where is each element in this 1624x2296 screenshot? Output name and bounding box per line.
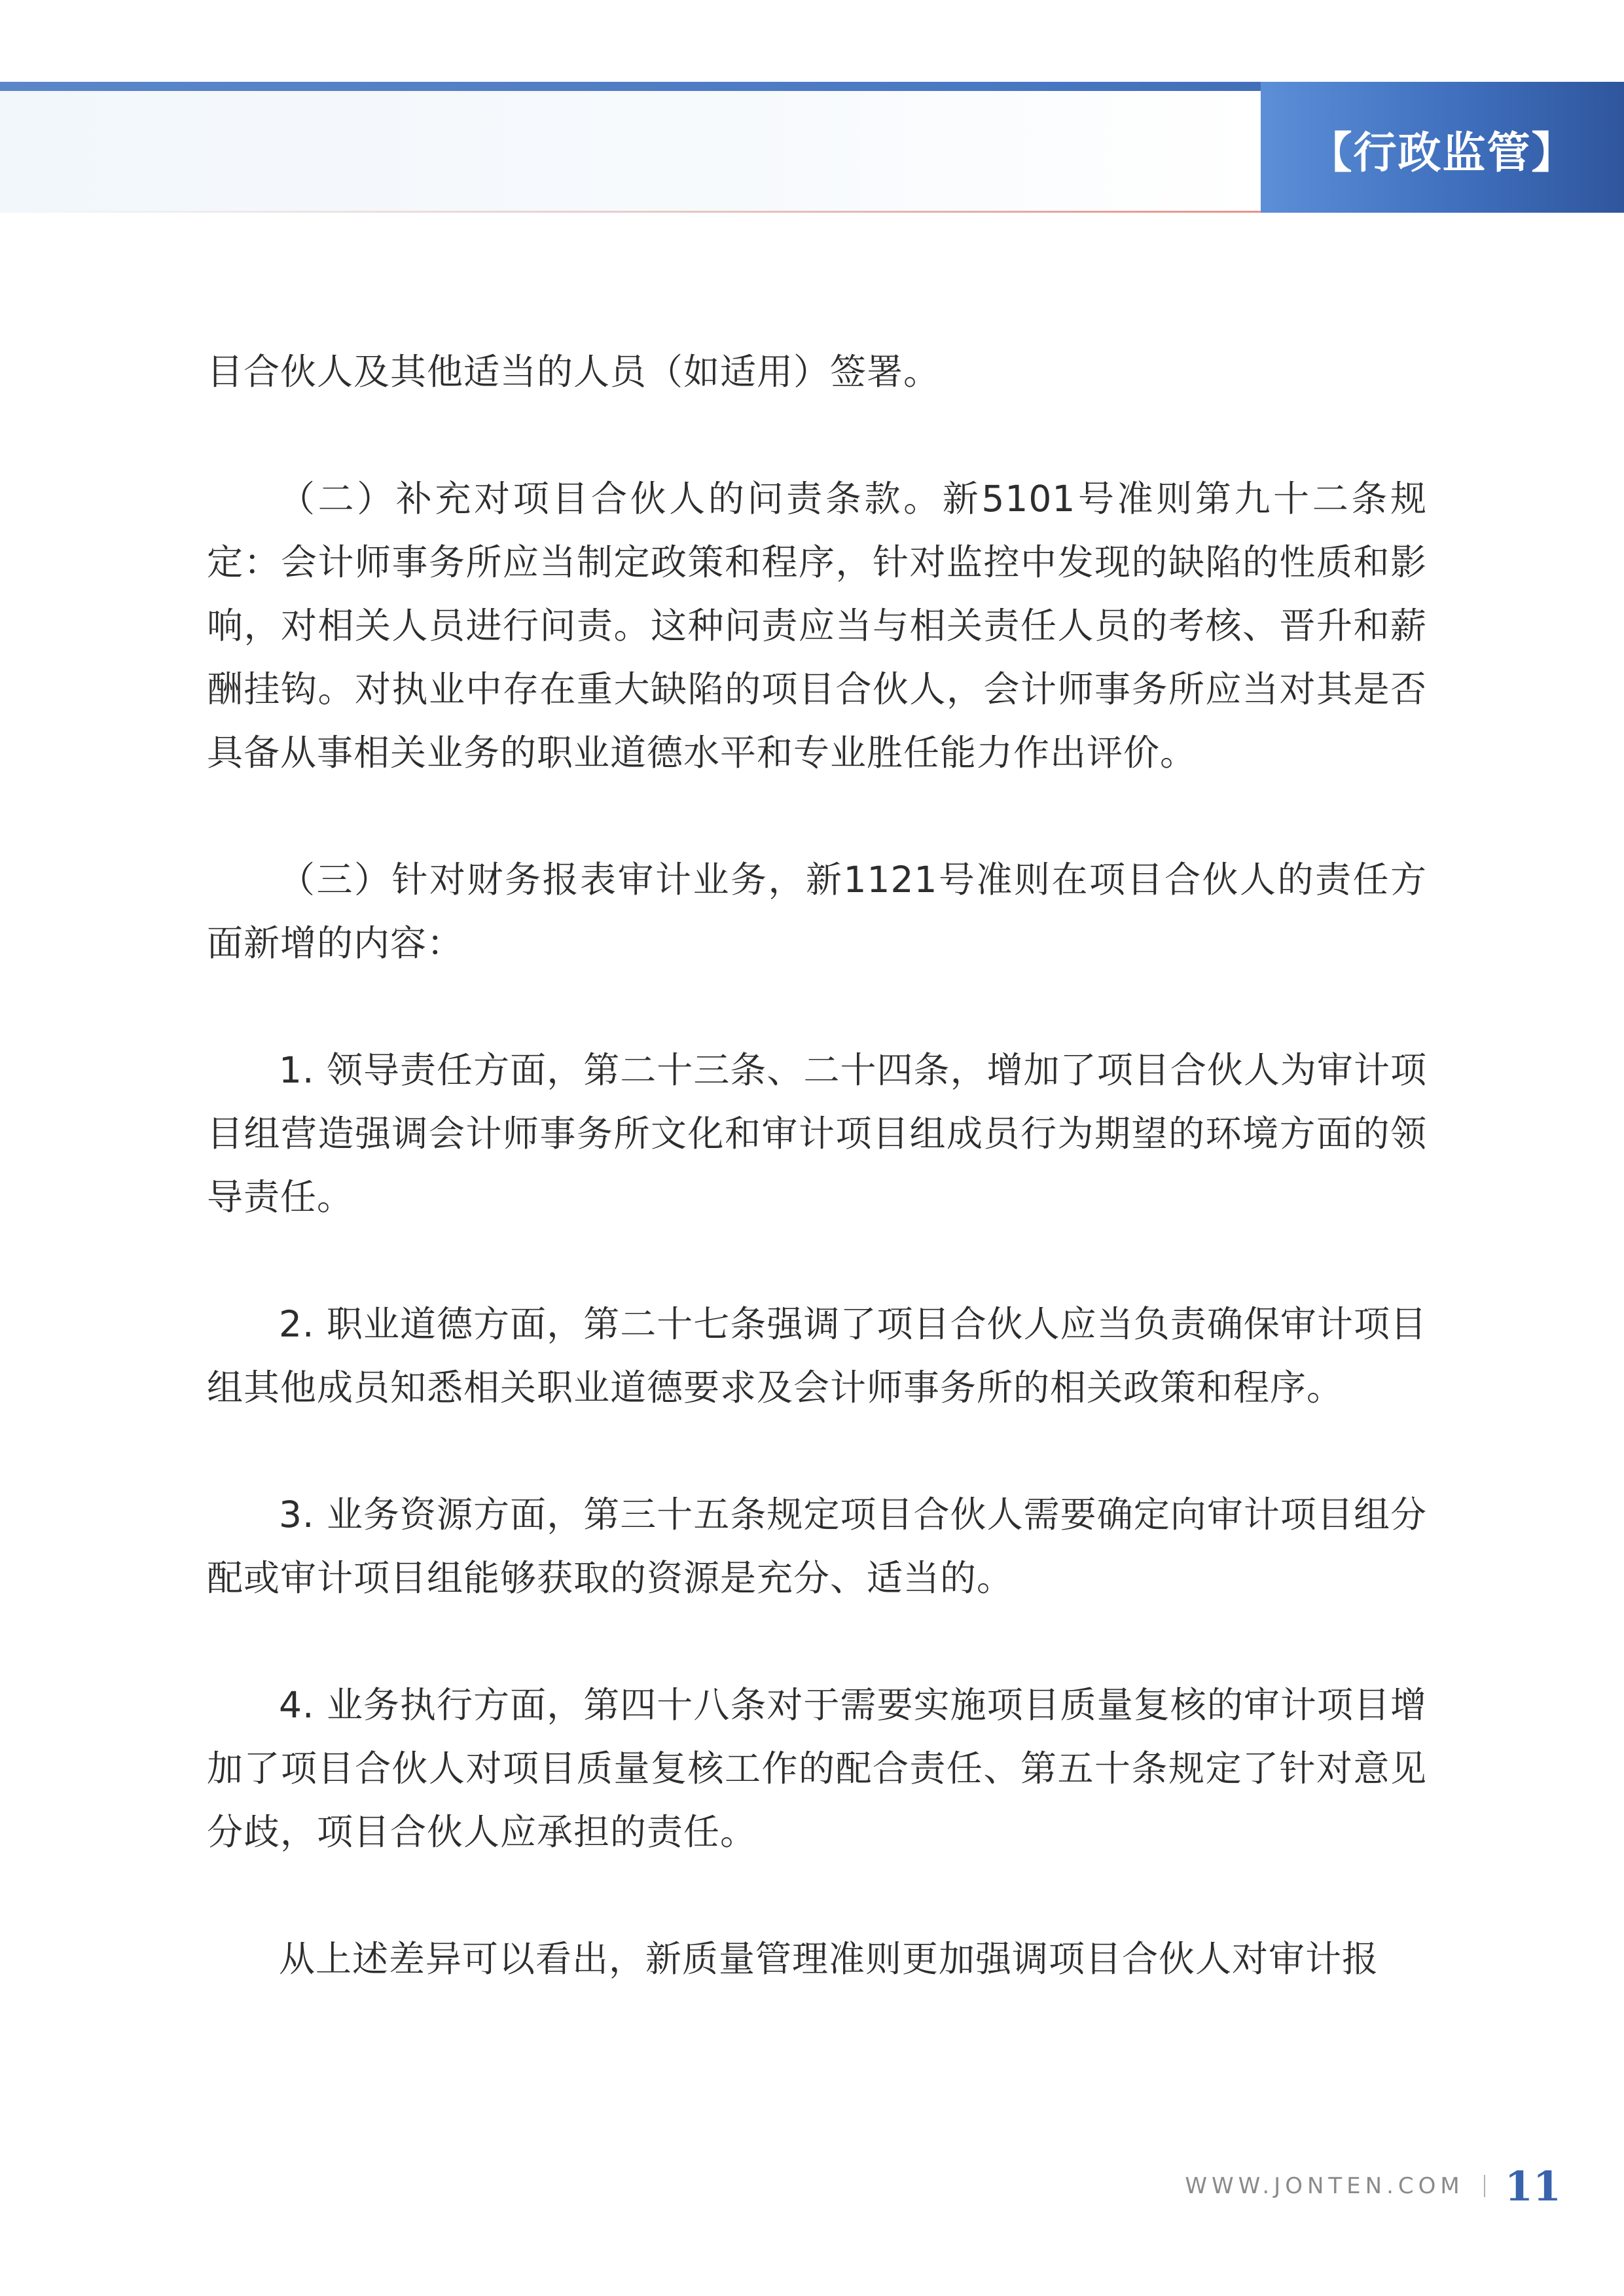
header-underline xyxy=(26,211,1261,213)
section-tab xyxy=(1261,82,1624,213)
paragraph-accountability-clause: （二）补充对项目合伙人的问责条款。新5101号准则第九十二条规定：会计师事务所应当制定政策和程序，针对监控中发现的缺陷的性质和影响，对相关人员进行问责。这种问责应当与相关责任人员的考核、晋升和薪酬挂钩。对执业中存在重大缺陷的项目合伙人，会计师事务所应当对其是否具备从事相关业务的职业道德水平和专业胜任能力作出评价。 xyxy=(207,478,1427,774)
section-label: 【行政监管】 xyxy=(1308,127,1576,178)
article-body xyxy=(207,340,1427,1991)
paragraph-conclusion: 从上述差异可以看出，新质量管理准则更加强调项目合伙人对审计报 xyxy=(279,1938,1379,1980)
paragraph-leadership-responsibility: 1. 领导责任方面，第二十三条、二十四条，增加了项目合伙人为审计项目组营造强调会计师事务所文化和审计项目组成员行为期望的环境方面的领导责任。 xyxy=(207,1049,1427,1218)
footer-divider xyxy=(1484,2175,1485,2197)
paragraph-continuation: 目合伙人及其他适当的人员（如适用）签署。 xyxy=(207,351,941,393)
paragraph-engagement-performance: 4. 业务执行方面，第四十八条对于需要实施项目质量复核的审计项目增加了项目合伙人对项目质量复核工作的配合责任、第五十条规定了针对意见分歧，项目合伙人应承担的责任。 xyxy=(207,1684,1427,1853)
paragraph-audit-new-content: （三）针对财务报表审计业务，新1121号准则在项目合伙人的责任方面新增的内容： xyxy=(207,859,1427,964)
page-footer xyxy=(1185,2160,1561,2212)
paragraph-engagement-resources: 3. 业务资源方面，第三十五条规定项目合伙人需要确定向审计项目组分配或审计项目组能够获取的资源是充分、适当的。 xyxy=(207,1494,1427,1599)
paragraph-professional-ethics: 2. 职业道德方面，第二十七条强调了项目合伙人应当负责确保审计项目组其他成员知悉相关职业道德要求及会计师事务所的相关政策和程序。 xyxy=(207,1303,1427,1408)
website-url: WWW.JONTEN.COM xyxy=(1185,2173,1464,2199)
page-number: 11 xyxy=(1504,2162,1561,2210)
header-band xyxy=(0,91,1261,213)
